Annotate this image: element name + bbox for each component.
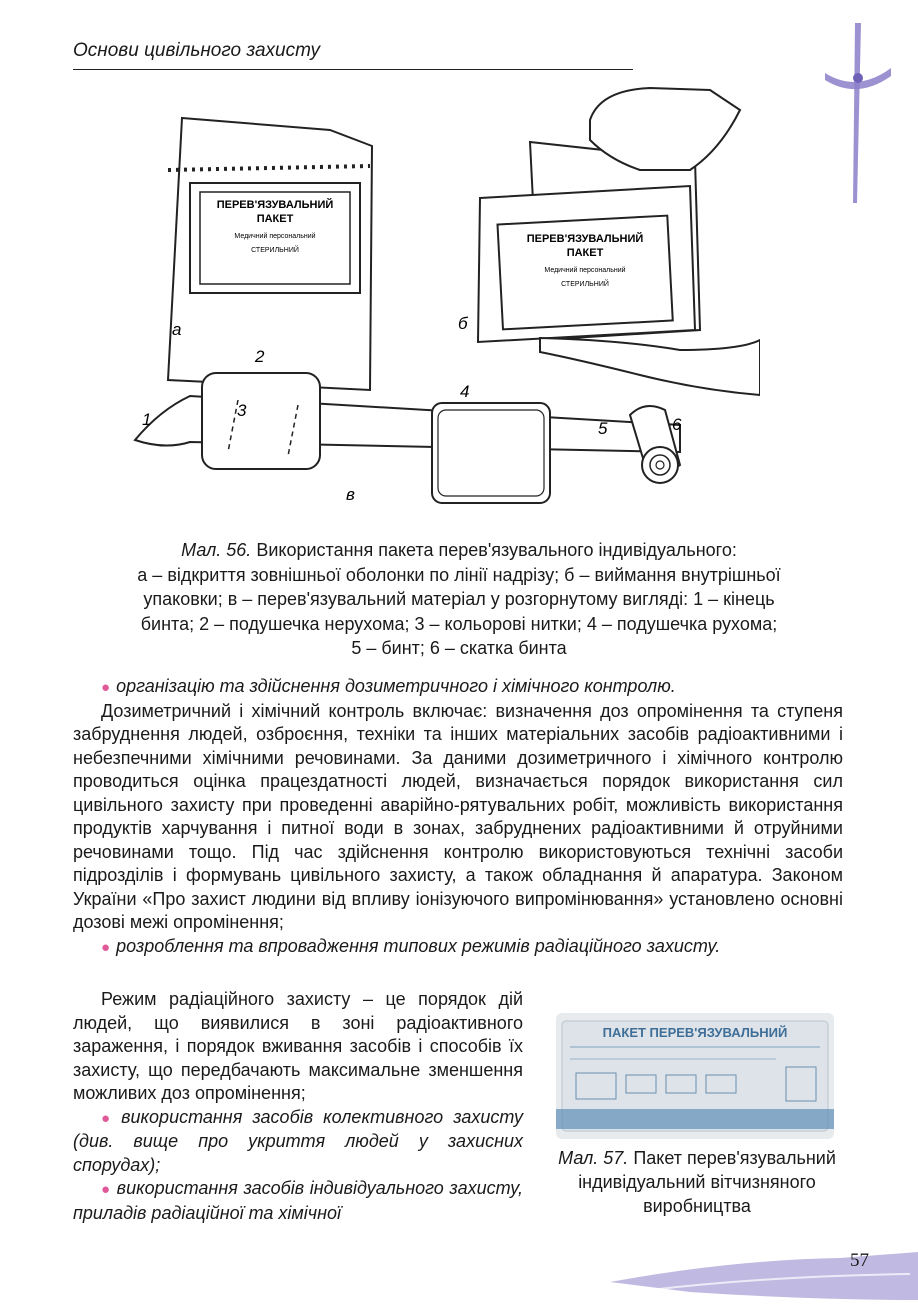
caption-56-lead: Мал. 56.: [181, 540, 252, 560]
pkg-a-title-1: ПЕРЕВ'ЯЗУВАЛЬНИЙ: [216, 199, 334, 211]
figure-56-caption: [40, 538, 878, 661]
num-1: 1: [142, 410, 152, 429]
bullet-icon: ●: [101, 679, 111, 696]
label-a: а: [172, 320, 182, 339]
page-number: 57: [850, 1250, 869, 1271]
num-2: 2: [255, 347, 265, 366]
num-6: 6: [672, 415, 682, 434]
pkg-b-title-1: ПЕРЕВ'ЯЗУВАЛЬНИЙ: [526, 233, 644, 245]
page-swoosh-icon: [610, 1230, 918, 1314]
caption-56-line4: бинта; 2 – подушечка нерухома; 3 – кольорові нитки; 4 – подушечка рухома;: [140, 613, 778, 634]
header-rule: [73, 69, 633, 70]
caption-56-line5: 5 – бинт; 6 – скатка бинта: [351, 638, 567, 658]
pkg-a-title-2: ПАКЕТ: [256, 213, 294, 225]
bullet-1: організацію та здійснення дозиметричного і хімічного контролю.: [116, 676, 676, 696]
caption-56-line3: упаковки; в – перев'язувальний матеріал у розгорнутому вигляді: 1 – кінець: [143, 589, 775, 609]
pkg-b-sub: Медичний персональний: [544, 267, 626, 274]
num-5: 5: [598, 419, 608, 438]
caption-56-line2: а – відкриття зовнішньої оболонки по лінії надрізу; б – виймання внутрішньої: [137, 564, 781, 585]
running-header: Основи цивільного захисту: [73, 40, 321, 61]
hand-bottom-icon: [540, 338, 760, 395]
package-a: [168, 118, 372, 390]
paragraph-2: Режим радіаційного захисту – це порядок дій людей, що виявилися в зоні радіоактивного зараження, і порядок вживання засобів і способів їх захисту, що передбачають максимальне зменшення можливих доз опромінення;: [73, 989, 523, 1103]
figure-57-caption: [548, 1146, 846, 1218]
bullet-2: розроблення та впровадження типових режимів радіаційного захисту.: [116, 935, 721, 956]
caption-56-line1: Використання пакета перев'язувального індивідуального:: [251, 540, 737, 560]
bullet-4: використання засобів індивідуального захисту, приладів радіаційної та хімічної: [73, 1178, 523, 1223]
pkg-a-sterile: СТЕРИЛЬНИЙ: [251, 247, 299, 254]
paragraph-1: Дозиметричний і хімічний контроль включає: визначення доз опромінення та ступеня забруднення людей, озброєння, техніки та інших матеріальних засобів радіоактивними і небезпечними хімічними речовинами. За даними дозиметричного і хімічного контролю проводиться оцінка працездатності людей, визначається порядок використання сил цивільного захисту при проведенні аварійно-рятувальних робіт, можливість використання продуктів харчування і питної води в зонах, забруднених радіоактивними й отруйними речовинами тощо. Під час здійснення контролю використовуються технічні засоби підрозділів і формувань цивільного захисту, а також обладнання й апаратура. Законом України «Про захист людини від впливу іонізуючого випромінювання» установлено основні дозові межі опромінення;: [73, 700, 843, 932]
label-b: б: [458, 314, 468, 333]
sword-ornament-icon: [795, 18, 895, 208]
caption-57-rest: Пакет перев'язувальний індивідуальний вітчизняного виробництва: [578, 1148, 836, 1216]
main-text: [73, 675, 843, 959]
pkg-b-sterile: СТЕРИЛЬНИЙ: [561, 281, 609, 288]
bullet-3: використання засобів колективного захисту (див. вище про укриття людей у захисних спорудах);: [73, 1106, 524, 1175]
label-v: в: [346, 485, 355, 504]
figure-57-photo: [556, 1013, 834, 1139]
num-4: 4: [460, 382, 470, 401]
narrow-text: [73, 988, 523, 1225]
pkg-a-sub: Медичний персональний: [234, 233, 316, 240]
package-b: [458, 88, 760, 395]
figure-56-illustration: [120, 80, 760, 520]
bullet-icon: ●: [101, 938, 111, 956]
photo-pkg-title: ПАКЕТ ПЕРЕВ'ЯЗУВАЛЬНИЙ: [602, 1025, 788, 1040]
num-3: 3: [237, 401, 247, 420]
bullet-icon: ●: [101, 1109, 116, 1127]
hand-top-icon: [590, 88, 740, 170]
pkg-b-title-2: ПАКЕТ: [566, 247, 604, 259]
bullet-icon: ●: [101, 1181, 111, 1198]
caption-57-lead: Мал. 57.: [558, 1148, 629, 1168]
